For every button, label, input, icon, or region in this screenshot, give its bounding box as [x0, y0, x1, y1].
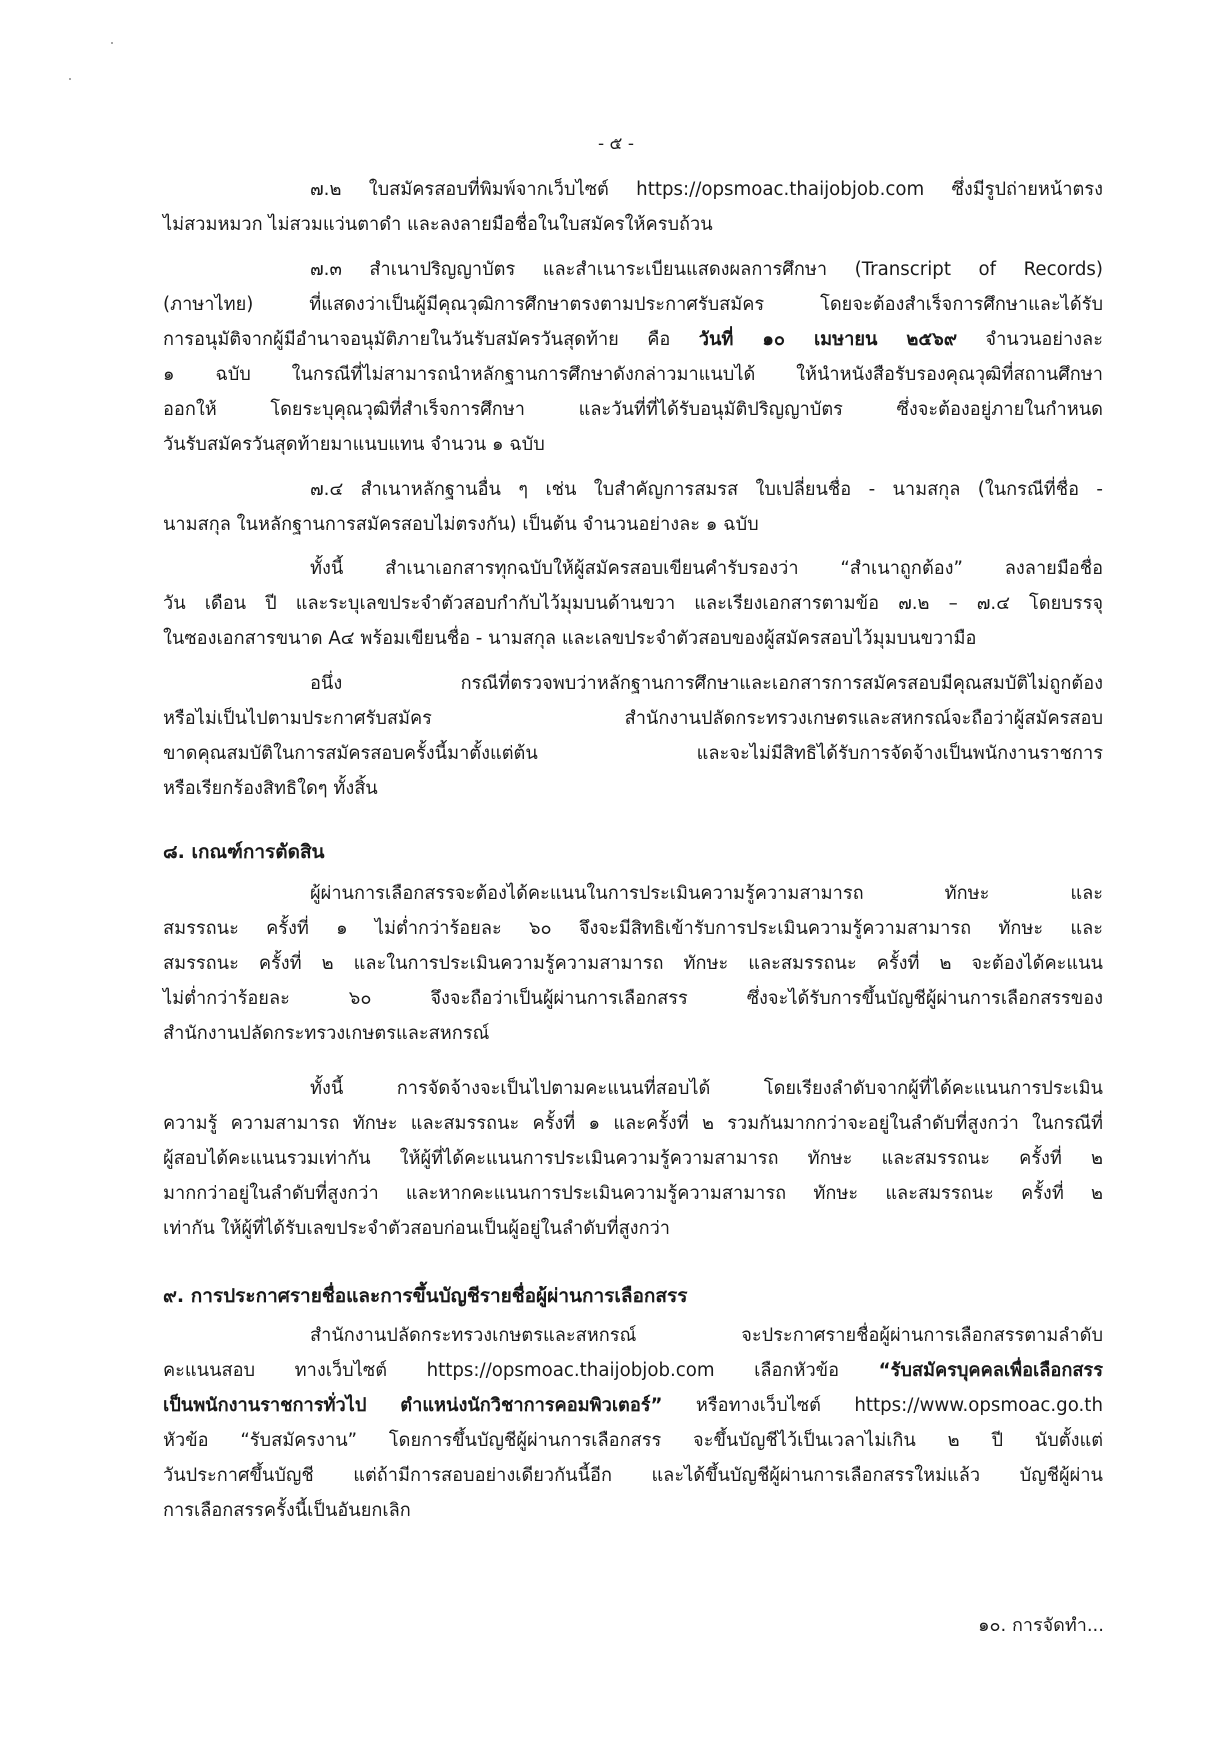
section-8-p1-line-1: ผู้ผ่านการเลือกสรรจะต้องได้คะแนนในการประเมินความรู้ความสามารถ ทักษะ และ [310, 883, 1103, 904]
application-deadline: วันที่ ๑๐ เมษายน ๒๕๖๙ [698, 329, 958, 350]
item-7-3-line-3-text: การอนุมัติจากผู้มีอำนาจอนุมัติภายในวันรับสมัครวันสุดท้าย คือ [163, 329, 671, 350]
disqualification-line-4: หรือเรียกร้องสิทธิใดๆ ทั้งสิ้น [163, 778, 378, 799]
scan-speck [69, 78, 71, 80]
section-9-line-2-text: คะแนนสอบ ทางเว็บไซต์ https://opsmoac.thaijobjob.com เลือกหัวข้อ [163, 1360, 840, 1381]
page-number: - ๕ - [598, 134, 634, 154]
item-7-4-line-1: ๗.๔ สำเนาหลักฐานอื่น ๆ เช่น ใบสำคัญการสมรส ใบเปลี่ยนชื่อ - นามสกุล (ในกรณีที่ชื่อ - [310, 479, 1103, 500]
section-8-p1-line-2: สมรรถนะ ครั้งที่ ๑ ไม่ต่ำกว่าร้อยละ ๖๐ จึงจะมีสิทธิเข้ารับการประเมินความรู้ความสามารถ ทักษะ และ [163, 918, 1103, 939]
section-9-line-3 [163, 1392, 1103, 1420]
section-9-line-4: หัวข้อ “รับสมัครงาน” โดยการขึ้นบัญชีผู้ผ่านการเลือกสรร จะขึ้นบัญชีไว้เป็นเวลาไม่เกิน ๒ ปี นับตั้งแต่ [163, 1430, 1103, 1451]
item-7-3-line-3 [163, 326, 1103, 354]
item-7-3-line-6: วันรับสมัครวันสุดท้ายมาแนบแทน จำนวน ๑ ฉบับ [163, 434, 545, 455]
section-8-p1-line-5: สำนักงานปลัดกระทรวงเกษตรและสหกรณ์ [163, 1023, 490, 1044]
section-8-p2-line-1: ทั้งนี้ การจัดจ้างจะเป็นไปตามคะแนนที่สอบได้ โดยเรียงลำดับจากผู้ที่ได้คะแนนการประเมิน [310, 1078, 1103, 1099]
certification-line-2: วัน เดือน ปี และระบุเลขประจำตัวสอบกำกับไว้มุมบนด้านขวา และเรียงเอกสารตามข้อ ๗.๒ – ๗.๔ โดยบรรจุ [163, 593, 1103, 614]
item-7-3-line-5: ออกให้ โดยระบุคุณวุฒิที่สำเร็จการศึกษา และวันที่ที่ได้รับอนุมัติปริญญาบัตร ซึ่งจะต้องอยู่ภายในกำหนด [163, 399, 1103, 420]
item-7-3-line-4: ๑ ฉบับ ในกรณีที่ไม่สามารถนำหลักฐานการศึกษาดังกล่าวมาแนบได้ ให้นำหนังสือรับรองคุณวุฒิที่สถานศึกษา [163, 364, 1103, 385]
section-9-line-6: การเลือกสรรครั้งนี้เป็นอันยกเลิก [163, 1500, 411, 1521]
section-9-line-3-text: หรือทางเว็บไซต์ https://www.opsmoac.go.th [695, 1395, 1103, 1416]
section-9-heading: ๙. การประกาศรายชื่อและการขึ้นบัญชีรายชื่อผู้ผ่านการเลือกสรร [163, 1285, 688, 1307]
disqualification-line-3: ขาดคุณสมบัติในการสมัครสอบครั้งนี้มาตั้งแต่ต้น และจะไม่มีสิทธิได้รับการจัดจ้างเป็นพนักงานราชการ [163, 743, 1103, 764]
section-9-line-1: สำนักงานปลัดกระทรวงเกษตรและสหกรณ์ จะประกาศรายชื่อผู้ผ่านการเลือกสรรตามลำดับ [310, 1325, 1103, 1346]
continuation-note: ๑๐. การจัดทำ... [978, 1615, 1104, 1636]
section-8-p1-line-4: ไม่ต่ำกว่าร้อยละ ๖๐ จึงจะถือว่าเป็นผู้ผ่านการเลือกสรร ซึ่งจะได้รับการขึ้นบัญชีผู้ผ่านการเลือกสรรของ [163, 988, 1103, 1009]
item-7-2-line-1: ๗.๒ ใบสมัครสอบที่พิมพ์จากเว็บไซต์ https://opsmoac.thaijobjob.com ซึ่งมีรูปถ่ายหน้าตรง [310, 179, 1103, 200]
section-8-p2-line-4: มากกว่าอยู่ในลำดับที่สูงกว่า และหากคะแนนการประเมินความรู้ความสามารถ ทักษะ และสมรรถนะ ครั้งที่ ๒ [163, 1183, 1103, 1204]
recruitment-position-title: เป็นพนักงานราชการทั่วไป ตำแหน่งนักวิชาการคอมพิวเตอร์” [163, 1395, 663, 1416]
disqualification-line-2: หรือไม่เป็นไปตามประกาศรับสมัคร สำนักงานปลัดกระทรวงเกษตรและสหกรณ์จะถือว่าผู้สมัครสอบ [163, 708, 1103, 729]
item-7-4-line-2: นามสกุล ในหลักฐานการสมัครสอบไม่ตรงกัน) เป็นต้น จำนวนอย่างละ ๑ ฉบับ [163, 514, 759, 535]
section-8-p2-line-2: ความรู้ ความสามารถ ทักษะ และสมรรถนะ ครั้งที่ ๑ และครั้งที่ ๒ รวมกันมากกว่าจะอยู่ในลำดับที่สูงกว่า ในกรณีที่ [163, 1113, 1103, 1134]
disqualification-line-1: อนึ่ง กรณีที่ตรวจพบว่าหลักฐานการศึกษาและเอกสารการสมัครสอบมีคุณสมบัติไม่ถูกต้อง [310, 673, 1103, 694]
section-8-p2-line-3: ผู้สอบได้คะแนนรวมเท่ากัน ให้ผู้ที่ได้คะแนนการประเมินความรู้ความสามารถ ทักษะ และสมรรถนะ ครั้งที่ ๒ [163, 1148, 1103, 1169]
item-7-2-line-2: ไม่สวมหมวก ไม่สวมแว่นตาดำ และลงลายมือชื่อในใบสมัครให้ครบถ้วน [163, 214, 713, 235]
item-7-3-line-1: ๗.๓ สำเนาปริญญาบัตร และสำเนาระเบียนแสดงผลการศึกษา (Transcript of Records) [310, 259, 1103, 280]
section-8-heading: ๘. เกณฑ์การตัดสิน [163, 841, 325, 863]
scan-speck [111, 42, 113, 44]
section-8-p1-line-3: สมรรถนะ ครั้งที่ ๒ และในการประเมินความรู้ความสามารถ ทักษะ และสมรรถนะ ครั้งที่ ๒ จะต้องได้คะแนน [163, 953, 1103, 974]
item-7-3-line-2: (ภาษาไทย) ที่แสดงว่าเป็นผู้มีคุณวุฒิการศึกษาตรงตามประกาศรับสมัคร โดยจะต้องสำเร็จการศึกษาและได้รับ [163, 294, 1103, 315]
item-7-3-line-3-suffix: จำนวนอย่างละ [985, 329, 1103, 350]
section-9-line-5: วันประกาศขึ้นบัญชี แต่ถ้ามีการสอบอย่างเดียวกันนี้อีก และได้ขึ้นบัญชีผู้ผ่านการเลือกสรรใหม่แล้ว บัญชีผู้ผ่าน [163, 1465, 1103, 1486]
recruitment-topic-title: “รับสมัครบุคคลเพื่อเลือกสรร [878, 1360, 1103, 1381]
certification-line-1: ทั้งนี้ สำเนาเอกสารทุกฉบับให้ผู้สมัครสอบเขียนคำรับรองว่า “สำเนาถูกต้อง” ลงลายมือชื่อ [310, 558, 1103, 579]
certification-line-3: ในซองเอกสารขนาด A๔ พร้อมเขียนชื่อ - นามสกุล และเลขประจำตัวสอบของผู้สมัครสอบไว้มุมบนขวามือ [163, 628, 977, 649]
section-8-p2-line-5: เท่ากัน ให้ผู้ที่ได้รับเลขประจำตัวสอบก่อนเป็นผู้อยู่ในลำดับที่สูงกว่า [163, 1218, 671, 1239]
section-9-line-2 [163, 1357, 1103, 1385]
